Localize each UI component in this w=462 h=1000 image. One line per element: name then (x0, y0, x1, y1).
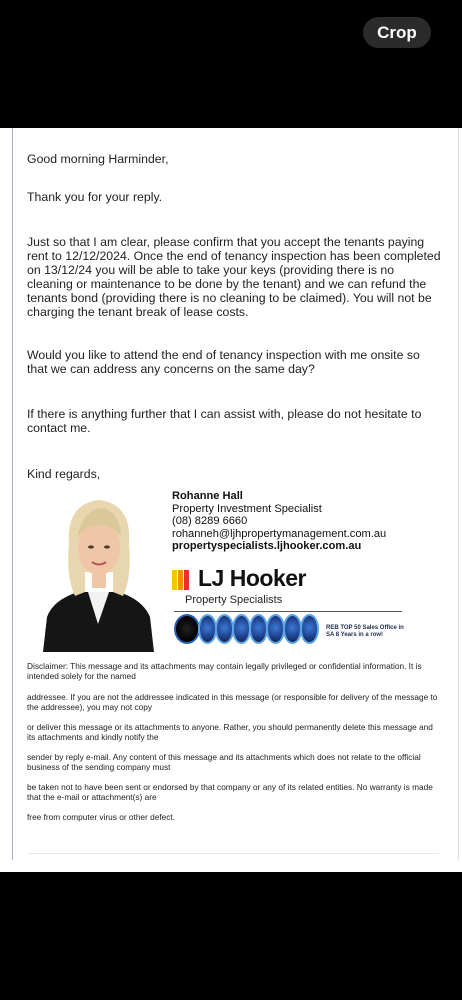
signature-name: Rohanne Hall (172, 490, 243, 502)
award-note: REB TOP 50 Sales Office in SA 8 Years in a row! (326, 625, 404, 638)
disclaimer-line: Disclaimer: This message and its attachments may contain legally privileged or confidential information. It is intended solely for the named (27, 661, 422, 681)
agent-photo (33, 492, 164, 652)
document-right-border (458, 128, 459, 860)
email-document (0, 128, 462, 872)
brand-bars-icon (172, 570, 192, 590)
disclaimer-line: addressee. If you are not the addressee indicated in this message (or responsible for delivery of the message to the addressee), you may not copy (27, 692, 438, 712)
disclaimer-line: or deliver this message or its attachments to anyone. Rather, you should permanently delete this message and its attachments and kindly notify the (27, 722, 433, 742)
bottom-divider (28, 853, 439, 854)
brand-subtitle: Property Specialists (185, 594, 283, 606)
greeting-text: Good morning Harminder, (27, 152, 169, 166)
further-paragraph: If there is anything further that I can assist with, please do not hesitate to contact me. (27, 407, 422, 435)
signature-phone: (08) 8289 6660 (172, 515, 248, 528)
lj-hooker-logo (172, 565, 402, 611)
award-badge-icon (174, 614, 200, 644)
thanks-text: Thank you for your reply. (27, 190, 163, 204)
disclaimer-line: sender by reply e-mail. Any content of this message and its attachments which does not relate to the official business of the sending company must (27, 752, 421, 772)
quote-left-border (12, 128, 13, 860)
award-badges (174, 614, 324, 646)
disclaimer-line: free from computer virus or other defect. (27, 812, 176, 822)
attend-paragraph: Would you like to attend the end of tenancy inspection with me onsite so that we can address any concerns on the same day? (27, 348, 420, 376)
main-paragraph: Just so that I am clear, please confirm that you accept the tenants paying rent to 12/12/2024. Once the end of tenancy inspection has been completed on 13/12/24 you will be able to take your keys (providing there is no cleaning or maintenance to be done by the tenant) and we can refund the tenants bond (providing there is no cleaning to be claimed). You will not be charging the tenant break of lease costs. (27, 235, 441, 319)
disclaimer-line: be taken not to have been sent or endorsed by that company or any of its related entities. No warranty is made that the e-mail or attachment(s) are (27, 782, 433, 802)
award-badge-icon (300, 614, 319, 644)
signature-title: Property Investment Specialist (172, 502, 322, 515)
crop-button[interactable]: Crop (363, 17, 431, 48)
sign-off-text: Kind regards, (27, 467, 101, 481)
signature-email: rohanneh@ljhpropertymanagement.com.au (172, 527, 387, 540)
brand-divider (174, 611, 402, 612)
brand-name: LJ Hooker (198, 565, 306, 591)
signature-block (172, 490, 386, 553)
signature-website: propertyspecialists.ljhooker.com.au (172, 540, 362, 553)
